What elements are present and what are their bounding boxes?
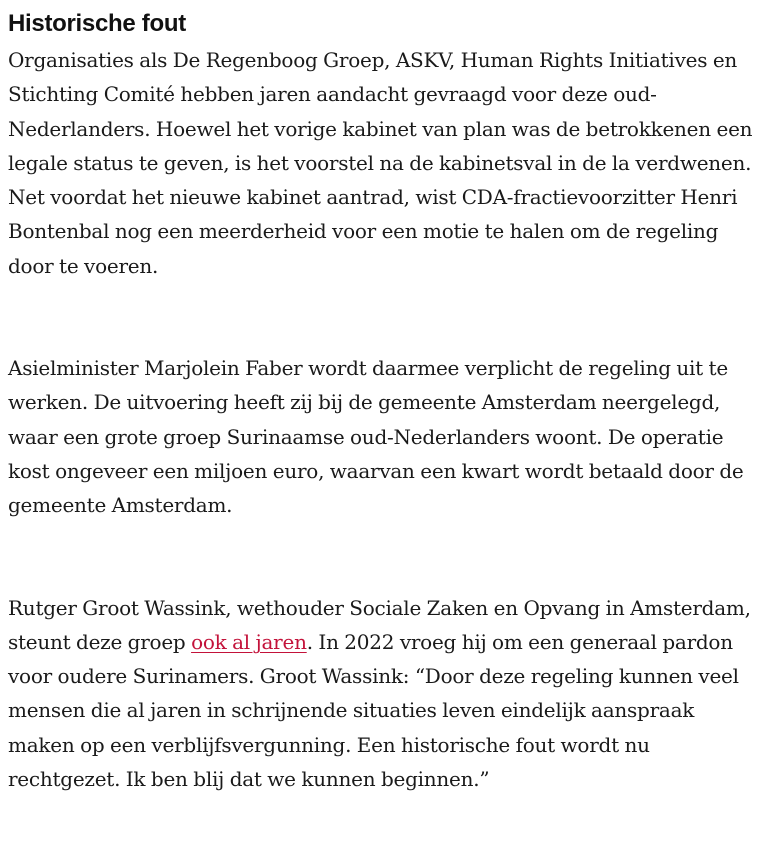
article-link[interactable]: ook al jaren: [191, 629, 307, 654]
paragraph-text-before-link: Rutger Groot Wassink, wethouder Sociale Zaken en Opvang in Amsterdam, steunt deze groep: [8, 595, 751, 654]
paragraph-minister: Asielminister Marjolein Faber wordt daarmee verplicht de regeling uit te werken. De uitvoering heeft zij bij de gemeente Amsterdam neergelegd, waar een grote groep Surinaamse oud-Nederlanders woont. De operatie kost ongeveer een miljoen euro, waarvan een kwart wordt betaald door de gemeente Amsterdam.: [8, 356, 744, 518]
section-heading: Historische fout: [8, 10, 186, 37]
paragraph-alderman: [8, 591, 756, 797]
article-section: [8, 6, 756, 796]
paragraph-organisations: Organisaties als De Regenboog Groep, ASKV, Human Rights Initiatives en Stichting Comité hebben jaren aandacht gevraagd voor deze oud-Nederlanders. Hoewel het vorige kabinet van plan was de betrokkenen een legale status te geven, is het voorstel na de kabinetsval in de la verdwenen. Net voordat het nieuwe kabinet aantrad, wist CDA-fractievoorzitter Henri Bontenbal nog een meerderheid voor een motie te halen om de regeling door te voeren.: [8, 48, 753, 278]
paragraph-text-after-link: . In 2022 vroeg hij om een generaal pardon voor oudere Surinamers. Groot Wassink: “Door deze regeling kunnen veel mensen die al jaren in schrijnende situaties leven eindelijk aanspraak maken op een verblijfsvergunning. Een historische fout wordt nu rechtgezet. Ik ben blij dat we kunnen beginnen.”: [8, 629, 739, 792]
